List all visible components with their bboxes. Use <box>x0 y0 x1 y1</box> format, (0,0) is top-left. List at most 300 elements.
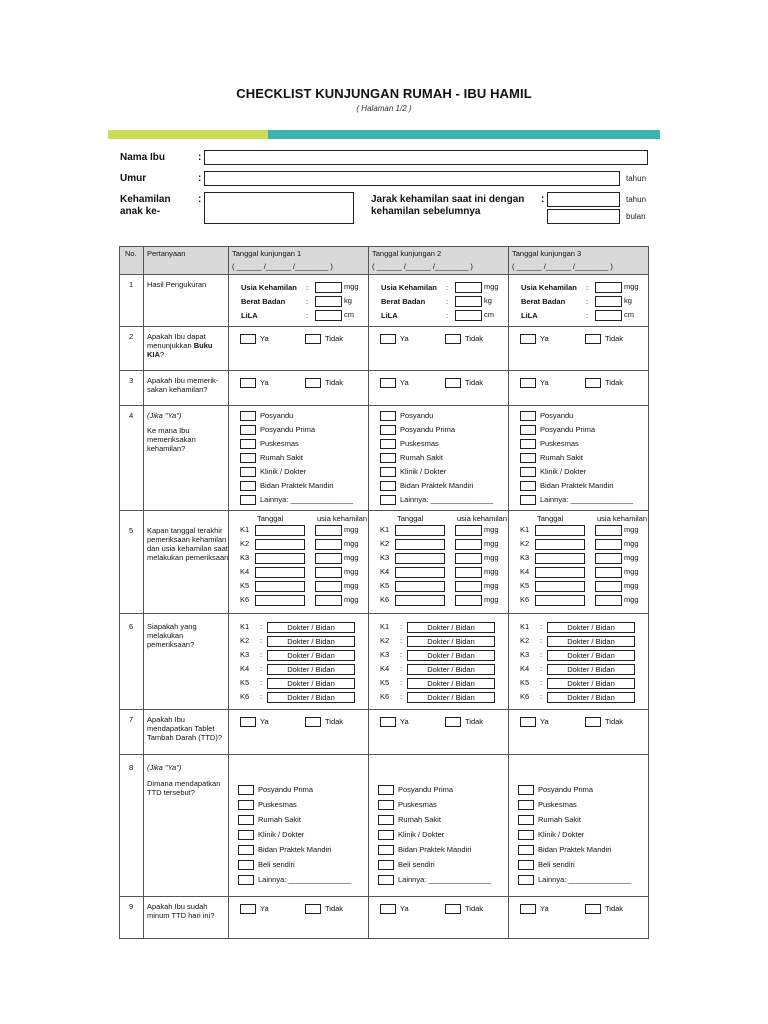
colon: : <box>198 173 202 184</box>
table-row-q9 <box>120 897 649 939</box>
jarak-bulan-field[interactable] <box>547 209 620 224</box>
checklist-table <box>119 246 649 939</box>
usia-input[interactable] <box>315 539 342 550</box>
q3-visit-2 <box>369 371 509 406</box>
table-row-q4 <box>120 406 649 511</box>
dokter-bidan-choice[interactable]: Dokter / Bidan <box>267 678 355 689</box>
q6-text: Siapakah yang melakukan pemeriksaan? <box>147 622 197 649</box>
ya-label: Ya <box>260 378 269 387</box>
option-checkbox[interactable] <box>240 411 256 421</box>
visit-row-label: K1 <box>380 525 390 534</box>
kehamilan-anak-ke-field[interactable] <box>204 192 354 224</box>
tanggal-input[interactable] <box>395 595 445 606</box>
measure-input[interactable] <box>455 282 482 293</box>
visit-row-label: K3 <box>520 553 530 562</box>
tidak-checkbox[interactable] <box>445 334 461 344</box>
header-visit-3: Tanggal kunjungan 3 <box>512 249 582 258</box>
usia-input[interactable] <box>455 595 482 606</box>
dokter-bidan-choice[interactable]: Dokter / Bidan <box>407 692 495 703</box>
visit-row-label: K3 <box>380 553 390 562</box>
col-tanggal-label: Tanggal <box>257 514 284 523</box>
usia-input[interactable] <box>455 525 482 536</box>
option-label: Bidan Praktek Mandiri <box>540 481 614 490</box>
ya-checkbox[interactable] <box>380 378 396 388</box>
visit-row-label: K5 <box>380 678 390 687</box>
q9-no: 9 <box>129 902 134 911</box>
header-no: No. <box>125 249 137 258</box>
jarak-tahun-unit: tahun <box>626 195 647 204</box>
ya-checkbox[interactable] <box>520 717 536 727</box>
measure-unit: cm <box>624 310 634 319</box>
tanggal-input[interactable] <box>255 581 305 592</box>
dokter-bidan-choice[interactable]: Dokter / Bidan <box>547 678 635 689</box>
tidak-checkbox[interactable] <box>585 378 601 388</box>
colon: : <box>446 283 449 292</box>
tidak-label: Tidak <box>325 378 344 387</box>
measure-label: LiLA <box>241 311 258 320</box>
option-label: Lainnya: _______________ <box>538 875 632 884</box>
tidak-checkbox[interactable] <box>305 378 321 388</box>
usia-input[interactable] <box>455 581 482 592</box>
tanggal-input[interactable] <box>255 539 305 550</box>
tidak-label: Tidak <box>325 717 344 726</box>
dokter-bidan-choice[interactable]: Dokter / Bidan <box>407 664 495 675</box>
tidak-checkbox[interactable] <box>585 717 601 727</box>
colon: : <box>260 622 263 631</box>
table-row-q3 <box>120 371 649 406</box>
dokter-bidan-choice[interactable]: Dokter / Bidan <box>547 650 635 661</box>
option-label: Klinik / Dokter <box>258 830 305 839</box>
option-checkbox[interactable] <box>238 830 254 840</box>
dokter-bidan-choice[interactable]: Dokter / Bidan <box>407 678 495 689</box>
option-label: Puskesmas <box>400 439 439 448</box>
q9-visit-2 <box>369 897 509 939</box>
usia-input[interactable] <box>455 567 482 578</box>
option-label: Puskesmas <box>540 439 579 448</box>
option-label: Posyandu Prima <box>540 425 596 434</box>
option-checkbox[interactable] <box>520 495 536 505</box>
colon: : <box>540 636 543 645</box>
tidak-checkbox[interactable] <box>305 334 321 344</box>
visit-row-label: K4 <box>380 567 390 576</box>
measure-label: LiLA <box>521 311 538 320</box>
q2-no: 2 <box>129 332 134 341</box>
measure-input[interactable] <box>315 310 342 321</box>
usia-unit: mgg <box>624 525 639 534</box>
ya-checkbox[interactable] <box>380 717 396 727</box>
ya-checkbox[interactable] <box>520 378 536 388</box>
option-checkbox[interactable] <box>520 411 536 421</box>
option-label: Rumah Sakit <box>538 815 581 824</box>
jarak-bulan-unit: bulan <box>626 212 646 221</box>
usia-unit: mgg <box>484 525 499 534</box>
measure-input[interactable] <box>595 310 622 321</box>
option-checkbox[interactable] <box>380 495 396 505</box>
usia-input[interactable] <box>315 567 342 578</box>
option-checkbox[interactable] <box>378 860 394 870</box>
colon: : <box>306 311 309 320</box>
usia-input[interactable] <box>315 581 342 592</box>
colon: : <box>400 622 403 631</box>
option-checkbox[interactable] <box>238 800 254 810</box>
visit-row-label: K6 <box>380 692 390 701</box>
dokter-bidan-choice[interactable]: Dokter / Bidan <box>407 650 495 661</box>
usia-unit: mgg <box>344 567 359 576</box>
tanggal-input[interactable] <box>395 581 445 592</box>
option-checkbox[interactable] <box>378 845 394 855</box>
option-label: Bidan Praktek Mandiri <box>260 481 334 490</box>
header-visit-1: Tanggal kunjungan 1 <box>232 249 302 258</box>
option-label: Bidan Praktek Mandiri <box>538 845 612 854</box>
option-label: Rumah Sakit <box>400 453 443 462</box>
ya-checkbox[interactable] <box>520 904 536 914</box>
tanggal-input[interactable] <box>535 553 585 564</box>
tidak-checkbox[interactable] <box>585 334 601 344</box>
usia-input[interactable] <box>455 539 482 550</box>
measure-input[interactable] <box>595 296 622 307</box>
tanggal-input[interactable] <box>535 567 585 578</box>
tidak-checkbox[interactable] <box>445 717 461 727</box>
tanggal-input[interactable] <box>255 553 305 564</box>
usia-unit: mgg <box>344 581 359 590</box>
umur-field[interactable] <box>204 171 620 186</box>
ya-checkbox[interactable] <box>380 334 396 344</box>
option-checkbox[interactable] <box>238 845 254 855</box>
option-label: Bidan Praktek Mandiri <box>258 845 332 854</box>
tanggal-input[interactable] <box>395 525 445 536</box>
visit-row-label: K4 <box>520 567 530 576</box>
usia-unit: mgg <box>484 539 499 548</box>
nama-ibu-field[interactable] <box>204 150 648 165</box>
table-row-q2 <box>120 327 649 371</box>
option-checkbox[interactable] <box>380 425 396 435</box>
visit-row-label: K4 <box>240 664 250 673</box>
usia-input[interactable] <box>315 553 342 564</box>
measure-label: Usia Kehamilan <box>381 283 437 292</box>
jarak-label-1: Jarak kehamilan saat ini dengan <box>371 194 525 205</box>
q6-visit-3 <box>509 614 649 710</box>
ya-checkbox[interactable] <box>520 334 536 344</box>
option-label: Posyandu <box>260 411 294 420</box>
ya-label: Ya <box>260 904 269 913</box>
usia-input[interactable] <box>595 553 622 564</box>
option-label: Beli sendiri <box>258 860 295 869</box>
q4-visit-2 <box>369 406 509 511</box>
usia-unit: mgg <box>344 595 359 604</box>
option-checkbox[interactable] <box>378 875 394 885</box>
usia-unit: mgg <box>344 553 359 562</box>
visit-row-label: K3 <box>380 650 390 659</box>
q7-no: 7 <box>129 715 134 724</box>
option-checkbox[interactable] <box>518 800 534 810</box>
col-usia-label: usia kehamilan <box>597 514 648 523</box>
usia-input[interactable] <box>455 553 482 564</box>
tidak-checkbox[interactable] <box>585 904 601 914</box>
option-label: Posyandu Prima <box>538 785 594 794</box>
colon: : <box>198 152 202 163</box>
q2-visit-3 <box>509 327 649 371</box>
measure-unit: kg <box>624 296 632 305</box>
q3-visit-3 <box>509 371 649 406</box>
visit-row-label: K6 <box>520 692 530 701</box>
tidak-label: Tidak <box>465 378 484 387</box>
option-checkbox[interactable] <box>520 481 536 491</box>
colon: : <box>260 636 263 645</box>
measure-input[interactable] <box>315 296 342 307</box>
q3-no: 3 <box>129 376 134 385</box>
option-label: Posyandu <box>400 411 434 420</box>
measure-input[interactable] <box>595 282 622 293</box>
ya-label: Ya <box>400 378 409 387</box>
measure-unit: cm <box>344 310 354 319</box>
colon: : <box>400 650 403 659</box>
table-row-q8 <box>120 755 649 897</box>
option-checkbox[interactable] <box>380 481 396 491</box>
measure-unit: mgg <box>624 282 639 291</box>
q8-no: 8 <box>129 763 134 772</box>
kehamilan-label-2: anak ke- <box>120 206 161 217</box>
q4-text: Ke mana Ibu memeriksakan kehamilan? <box>147 426 196 453</box>
q7-visit-2 <box>369 710 509 755</box>
usia-input[interactable] <box>595 581 622 592</box>
usia-unit: mgg <box>484 595 499 604</box>
q2-text: Apakah Ibu dapat menunjukkan Buku KIA? <box>147 332 213 359</box>
dokter-bidan-choice[interactable]: Dokter / Bidan <box>407 622 495 633</box>
tanggal-input[interactable] <box>535 539 585 550</box>
visit-row-label: K6 <box>520 595 530 604</box>
q9-visit-3 <box>509 897 649 939</box>
measure-unit: mgg <box>484 282 499 291</box>
option-checkbox[interactable] <box>240 467 256 477</box>
visit-row-label: K1 <box>520 525 530 534</box>
tanggal-input[interactable] <box>255 525 305 536</box>
nama-ibu-label: Nama Ibu <box>120 152 166 163</box>
option-label: Puskesmas <box>398 800 437 809</box>
usia-input[interactable] <box>315 595 342 606</box>
tanggal-input[interactable] <box>255 567 305 578</box>
option-label: Lainnya: _______________ <box>258 875 352 884</box>
ya-checkbox[interactable] <box>240 378 256 388</box>
colon: : <box>306 283 309 292</box>
option-checkbox[interactable] <box>240 481 256 491</box>
usia-input[interactable] <box>595 525 622 536</box>
jarak-tahun-field[interactable] <box>547 192 620 207</box>
colon: : <box>586 311 589 320</box>
option-label: Lainnya: _______________ <box>260 495 354 504</box>
tanggal-input[interactable] <box>255 595 305 606</box>
header-visit-1-date[interactable]: ( ______ /______ /________ ) <box>232 262 333 271</box>
option-checkbox[interactable] <box>380 467 396 477</box>
ya-checkbox[interactable] <box>240 334 256 344</box>
option-checkbox[interactable] <box>378 830 394 840</box>
usia-input[interactable] <box>595 595 622 606</box>
ya-label: Ya <box>400 904 409 913</box>
visit-row-label: K1 <box>240 525 250 534</box>
colon: : <box>260 664 263 673</box>
q1-no: 1 <box>129 280 134 289</box>
q1-visit-2 <box>369 275 509 327</box>
colon: : <box>586 283 589 292</box>
dokter-bidan-choice[interactable]: Dokter / Bidan <box>267 692 355 703</box>
usia-unit: mgg <box>624 539 639 548</box>
dokter-bidan-choice[interactable]: Dokter / Bidan <box>407 636 495 647</box>
option-checkbox[interactable] <box>518 785 534 795</box>
option-label: Posyandu <box>540 411 574 420</box>
tanggal-input[interactable] <box>395 567 445 578</box>
option-label: Klinik / Dokter <box>538 830 585 839</box>
colon: : <box>400 636 403 645</box>
q5-visit-3 <box>509 511 649 614</box>
table-row-q6 <box>120 614 649 710</box>
visit-row-label: K2 <box>520 539 530 548</box>
option-checkbox[interactable] <box>240 439 256 449</box>
ya-checkbox[interactable] <box>240 717 256 727</box>
tidak-checkbox[interactable] <box>305 904 321 914</box>
usia-input[interactable] <box>315 525 342 536</box>
option-checkbox[interactable] <box>378 800 394 810</box>
q4-visit-3 <box>509 406 649 511</box>
q8-visit-2 <box>369 755 509 897</box>
measure-label: Berat Badan <box>521 297 566 306</box>
tidak-label: Tidak <box>605 378 624 387</box>
option-checkbox[interactable] <box>380 439 396 449</box>
q7-text: Apakah Ibu mendapatkan Tablet Tambah Darah (TTD)? <box>147 715 223 742</box>
measure-unit: cm <box>484 310 494 319</box>
q4-note: (Jika "Ya") <box>147 411 182 420</box>
usia-input[interactable] <box>595 539 622 550</box>
tidak-label: Tidak <box>605 717 624 726</box>
ya-checkbox[interactable] <box>380 904 396 914</box>
visit-row-label: K5 <box>520 678 530 687</box>
option-checkbox[interactable] <box>518 860 534 870</box>
option-checkbox[interactable] <box>238 860 254 870</box>
option-label: Lainnya: _______________ <box>400 495 494 504</box>
dokter-bidan-choice[interactable]: Dokter / Bidan <box>267 636 355 647</box>
measure-unit: kg <box>344 296 352 305</box>
tidak-label: Tidak <box>325 334 344 343</box>
dokter-bidan-choice[interactable]: Dokter / Bidan <box>547 636 635 647</box>
visit-row-label: K5 <box>380 581 390 590</box>
measure-label: LiLA <box>381 311 398 320</box>
ya-label: Ya <box>400 717 409 726</box>
q8-note: (Jika "Ya") <box>147 763 182 772</box>
measure-label: Usia Kehamilan <box>241 283 297 292</box>
table-header-row <box>120 247 649 275</box>
measure-input[interactable] <box>455 296 482 307</box>
dokter-bidan-choice[interactable]: Dokter / Bidan <box>267 650 355 661</box>
colon: : <box>446 311 449 320</box>
tanggal-input[interactable] <box>535 525 585 536</box>
option-label: Rumah Sakit <box>260 453 303 462</box>
header-visit-2-date[interactable]: ( ______ /______ /________ ) <box>372 262 473 271</box>
tidak-checkbox[interactable] <box>445 378 461 388</box>
dokter-bidan-choice[interactable]: Dokter / Bidan <box>547 622 635 633</box>
usia-unit: mgg <box>624 595 639 604</box>
option-label: Klinik / Dokter <box>400 467 447 476</box>
ya-checkbox[interactable] <box>240 904 256 914</box>
option-checkbox[interactable] <box>240 453 256 463</box>
option-checkbox[interactable] <box>518 815 534 825</box>
option-checkbox[interactable] <box>518 875 534 885</box>
option-checkbox[interactable] <box>378 815 394 825</box>
ya-label: Ya <box>540 334 549 343</box>
measure-input[interactable] <box>455 310 482 321</box>
visit-row-label: K2 <box>520 636 530 645</box>
visit-row-label: K3 <box>520 650 530 659</box>
option-checkbox[interactable] <box>240 425 256 435</box>
option-checkbox[interactable] <box>520 453 536 463</box>
visit-row-label: K3 <box>240 553 250 562</box>
visit-row-label: K1 <box>240 622 250 631</box>
option-checkbox[interactable] <box>380 453 396 463</box>
tanggal-input[interactable] <box>395 539 445 550</box>
colon: : <box>446 297 449 306</box>
tanggal-input[interactable] <box>535 595 585 606</box>
option-checkbox[interactable] <box>518 830 534 840</box>
q3-visit-1 <box>229 371 369 406</box>
visit-row-label: K1 <box>380 622 390 631</box>
dokter-bidan-choice[interactable]: Dokter / Bidan <box>547 664 635 675</box>
option-label: Puskesmas <box>538 800 577 809</box>
visit-row-label: K4 <box>240 567 250 576</box>
option-label: Posyandu Prima <box>398 785 454 794</box>
dokter-bidan-choice[interactable]: Dokter / Bidan <box>267 664 355 675</box>
q2-visit-2 <box>369 327 509 371</box>
jarak-label-2: kehamilan sebelumnya <box>371 206 481 217</box>
visit-row-label: K5 <box>240 581 250 590</box>
header-visit-3-date[interactable]: ( ______ /______ /________ ) <box>512 262 613 271</box>
tanggal-input[interactable] <box>535 581 585 592</box>
usia-unit: mgg <box>344 525 359 534</box>
option-checkbox[interactable] <box>520 425 536 435</box>
kehamilan-label-1: Kehamilan <box>120 194 171 205</box>
option-checkbox[interactable] <box>520 439 536 449</box>
colon: : <box>541 194 545 205</box>
colon: : <box>260 650 263 659</box>
q9-visit-1 <box>229 897 369 939</box>
visit-row-label: K1 <box>520 622 530 631</box>
option-label: Posyandu Prima <box>400 425 456 434</box>
accent-bar-teal <box>268 130 660 139</box>
usia-unit: mgg <box>484 567 499 576</box>
dokter-bidan-choice[interactable]: Dokter / Bidan <box>267 622 355 633</box>
option-checkbox[interactable] <box>238 785 254 795</box>
option-checkbox[interactable] <box>238 875 254 885</box>
option-checkbox[interactable] <box>378 785 394 795</box>
option-checkbox[interactable] <box>238 815 254 825</box>
table-row-q7 <box>120 710 649 755</box>
tidak-checkbox[interactable] <box>305 717 321 727</box>
tidak-label: Tidak <box>605 334 624 343</box>
visit-row-label: K5 <box>520 581 530 590</box>
dokter-bidan-choice[interactable]: Dokter / Bidan <box>547 692 635 703</box>
option-checkbox[interactable] <box>240 495 256 505</box>
option-checkbox[interactable] <box>380 411 396 421</box>
measure-label: Usia Kehamilan <box>521 283 577 292</box>
usia-unit: mgg <box>344 539 359 548</box>
usia-input[interactable] <box>595 567 622 578</box>
page-title: CHECKLIST KUNJUNGAN RUMAH - IBU HAMIL <box>236 86 532 101</box>
q8-visit-1 <box>229 755 369 897</box>
header-visit-2: Tanggal kunjungan 2 <box>372 249 442 258</box>
measure-input[interactable] <box>315 282 342 293</box>
option-label: Beli sendiri <box>538 860 575 869</box>
option-checkbox[interactable] <box>520 467 536 477</box>
usia-unit: mgg <box>624 581 639 590</box>
tidak-checkbox[interactable] <box>445 904 461 914</box>
tanggal-input[interactable] <box>395 553 445 564</box>
option-checkbox[interactable] <box>518 845 534 855</box>
